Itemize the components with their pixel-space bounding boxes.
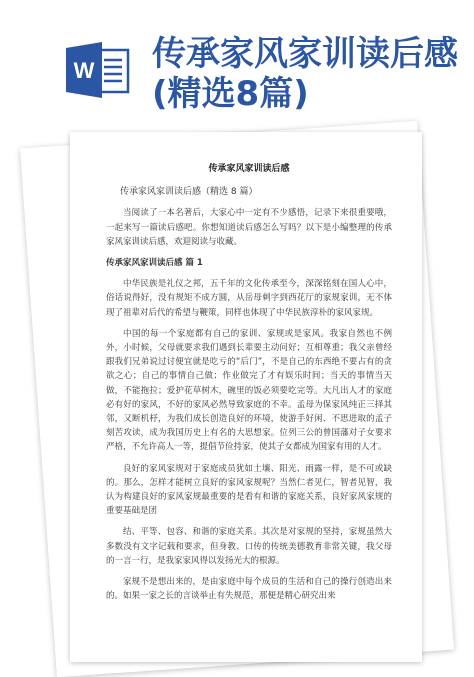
body-paragraph: 中华民族是礼仪之邦，五千年的文化传承至今，深深铭刻在国人心中，俗话说得好，没有规矩不成方圆，从岳母刺字到西花厅的家规家训，无不体现了祖辈对后代的希望与鞭策，同样也体现了中华民族淳朴的家风家规。 [106,279,392,318]
document-subtitle: 传承家风家训读后感（精选 8 篇） [120,187,258,198]
body-paragraph: 家规不是想出来的，是由家庭中每个成员的生活和自己的操行创造出来的。如果一家之长的言谈举止有失规范，那便是精心研究出来 [106,577,392,602]
intro-paragraph: 当阅读了一本名著后，大家心中一定有不少感悟，记录下来很重要哦，一起来写一篇读后感吧。你想知道读后感怎么写吗？以下是小编整理的传承家风家训读后感，欢迎阅读与收藏。 [106,208,392,247]
word-logo-letter: W [73,58,95,83]
section-heading: 传承家风家训读后感 篇 1 [106,258,203,269]
header-banner [0,0,474,114]
body-paragraph: 良好的家风家规对于家庭成员犹如土壤、阳光、雨露一样，是不可或缺的。那么，怎样才能树立良好的家风家规呢？当然仁者见仁，智者见智，我认为构建良好的家风家规最重要的是看有和谐的家庭关系，良好家风家规的重要基础是团 [106,463,392,517]
page-title: 传承家风家训读后感(精选8篇) [152,34,458,114]
document-page [70,132,422,662]
document-title: 传承家风家训读后感 [208,164,290,174]
body-paragraph: 中国的每一个家庭都有自己的家训、家规或是家风。我家自然也不例外，小时候，父母就要求我们遇到长辈要主动问好；互相尊重；我父亲曾经跟我们兄弟说过讨便宜就是吃亏的“后门”，不是自己的东西绝不要占有的贪欲之心；自己的事情自己做；作业做完了才有娱乐时间；当天的事情当天做，不能拖拉；爱护花草树木，碗里的饭必须要吃完等。大凡出人才的家庭必有好的家风，不好的家风必然导致家庭的不幸。孟母为保家风纯正三择其邻，又断机杼，为我们成长创造良好的环境，使游手好闲、不思进取的孟子刻苦攻读，成为我国历史上有名的大思想家。位列三公的曾国藩对子女要求严格，不允许高人一等，提倡节俭持家，使其子女都成为国家有用的人才。 [106,328,392,453]
body-paragraph: 结、平等、包容、和谐的家庭关系。其次是对家规的坚持，家规虽然大多数没有文字记载和要求，但身教、口传的传统美德教育非常关键，我父母的一言一行，是我家家风得以发扬光大的根源。 [106,527,392,566]
word-icon [62,40,134,100]
